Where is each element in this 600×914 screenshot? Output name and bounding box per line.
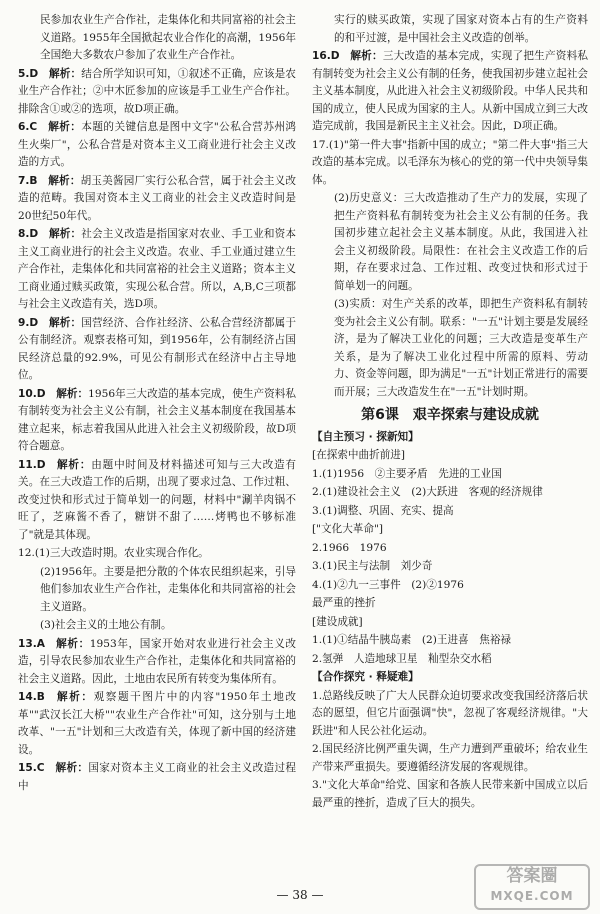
question-number: 8.D [18, 228, 39, 240]
answer-paragraph [18, 173, 296, 226]
answer-text: 社会主义改造是指国家对农业、手工业和资本主义工商业进行的社会主义改造。农业、手工业通过建立生产合作社，走集体化和共同富裕的社会主义道路；资本主义工商业通过赎买政策，实现公私合营。所以，A,B,C三项都与社会主义改造有关，选D项。 [18, 228, 297, 310]
subsection-achievements: [建设成就] [312, 615, 363, 628]
preview-answer-line: 2.1966 1976 [312, 541, 387, 554]
answer-paragraph [18, 617, 296, 635]
analysis-label: 解析： [55, 762, 89, 774]
preview-items-3 [312, 632, 588, 668]
answer-paragraph [18, 119, 296, 172]
answer-text: 国营经济、合作社经济、公私合营经济都属于公有制经济。观察表格可知，到1956年，公有制经济占国民经济总量的92.9%，可见公有制形式在经济中占主导地位。 [18, 316, 297, 381]
answer-paragraph [312, 741, 588, 776]
answer-text: 观察题干图片中的内容"1950年土地改革""武汉长江大桥""农业生产合作社"可知，这分别与土地改革、"一五"计划和三大改造有关，体现了新中国的经济建设。 [18, 691, 297, 756]
question-number: 16.D [312, 50, 340, 62]
answer-text: 12.(1)三大改造时期。农业实现合作化。 [18, 547, 209, 559]
question-number: 15.C [18, 762, 45, 774]
answer-paragraph [312, 48, 588, 136]
answer-paragraph [18, 66, 296, 119]
analysis-label: 解析： [55, 637, 90, 650]
answer-text: 1.总路线反映了广大人民群众迫切要求改变我国经济落后状态的愿望，但它片面强调"快"，忽视了客观经济规律。"大跃进"和人民公社化运动。 [312, 689, 588, 737]
answer-text: 国家对资本主义工商业的社会主义改造过程中 [18, 762, 297, 792]
answer-text: 3."文化大革命"给党、国家和各族人民带来新中国成立以后最严重的挫折，造成了巨大的损失。 [312, 779, 588, 809]
answer-paragraph [18, 760, 296, 795]
answer-paragraph [18, 226, 296, 314]
answer-paragraph [18, 457, 296, 545]
preview-answer-line: 2.(1)建设社会主义 (2)大跃进 客观的经济规律 [312, 486, 543, 498]
analysis-label: 解析： [55, 691, 94, 703]
answer-paragraph [18, 545, 296, 563]
analysis-label: 解析： [56, 458, 92, 471]
answer-text: 本题的关键信息是图中文字"公私合营苏州鸿生火柴厂"，公私合营是对资本主义工商业进行社会主义改造的方式。 [18, 121, 297, 168]
answer-text: (3)社会主义的土地公有制。 [40, 619, 172, 631]
answer-text: (3)实质：对生产关系的改革，即把生产资料私有制转变为社会主义公有制。联系："一五"计划主要是发展经济，是为了解决工业化的问题；三大改造是变革生产关系，是为了解决工业化过程中所需的原料、劳动力、资金等问题，即为满足"一五"计划正常进行的需要而开展；三大改造发生在"一五"计划时期。 [334, 298, 588, 398]
question-number: 5.D [18, 67, 39, 80]
answer-continuation [312, 12, 588, 401]
answer-text: (2)1956年。主要是把分散的个体农民组织起来，引导他们参加农业生产合作社，走集体化和共同富裕的社会主义道路。 [40, 565, 296, 613]
answer-text: (2)历史意义：三大改造推动了生产力的发展，实现了把生产资料私有制转变为社会主义公有制的任务。我国初步建立起社会主义基本制度。从此，我国进入社会主义初级阶段。局限性：在社会主义改造工作的后期，存在要求过急、工作过粗、改变过快和形式过于简单划一的问题。 [334, 192, 588, 292]
answer-text: 由题中时间及材料描述可知与三大改造有关。在三大改造工作的后期，出现了要求过急、工作过粗、改变过快和形式过于简单划一的问题，材料中"涮羊肉锅不旺了，芝麻酱不香了，糖饼不甜了……烤鸭也不够标准了"就是其体现。 [18, 458, 297, 541]
preview-items-1 [312, 466, 588, 521]
preview-answer-line: 1.(1)1956 ②主要矛盾 先进的工业国 [312, 467, 502, 480]
question-number: 6.C [18, 121, 38, 133]
question-number: 11.D [18, 458, 46, 471]
analysis-label: 解析： [48, 316, 82, 329]
cooperation-answers [312, 688, 588, 813]
analysis-label: 解析： [47, 121, 82, 133]
answer-paragraph [312, 296, 588, 401]
analysis-label: 解析： [56, 387, 89, 400]
answer-text: 结合所学知识可知，①叙述不正确，应该是农业生产合作社；②中木匠参加的应该是手工业生产合作社。排除含①或②的选项，故D项正确。 [18, 67, 297, 115]
answer-paragraph [18, 12, 296, 65]
answer-text: 实行的赎买政策，实现了国家对资本占有的生产资料的和平过渡，是中国社会主义改造的创举。 [334, 14, 588, 44]
left-column [18, 12, 296, 796]
answer-paragraph [18, 564, 296, 617]
answer-text: 1953年，国家开始对农业进行社会主义改造，引导农民参加农业生产合作社，走集体化和共同富裕的社会主义道路。因此，土地由农民所有转变为集体所有。 [18, 637, 296, 685]
answer-paragraph [18, 636, 296, 689]
answer-text: 胡玉美酱园厂实行公私合营，属于社会主义改造的范畴。我国对资本主义工商业的社会主义改造时间是20世纪50年代。 [18, 174, 297, 222]
answer-paragraph [312, 688, 588, 741]
answer-paragraph [312, 12, 588, 47]
subsection-cultural-revolution: ["文化大革命"] [312, 523, 383, 535]
section-preview-heading: 【自主预习 · 探新知】 [312, 430, 419, 443]
answer-text: 2.国民经济比例严重失调，生产力遭到严重破坏；给农业生产带来严重损失。要遵循经济发展的客观规律。 [312, 743, 588, 773]
answer-paragraph [312, 777, 588, 812]
analysis-label: 解析： [48, 228, 82, 240]
answer-paragraph [18, 386, 296, 456]
watermark-logo: 答案圈 MXQE.COM [474, 864, 590, 910]
preview-items-2 [312, 540, 588, 613]
analysis-label: 解析： [48, 67, 82, 80]
answer-paragraph [18, 315, 296, 385]
preview-answer-line: 3.(1)民主与法制 刘少奇 [312, 560, 433, 572]
question-number: 9.D [18, 316, 39, 329]
answer-paragraph [312, 137, 588, 190]
subsection-explore: [在探索中曲折前进] [312, 449, 406, 461]
question-number: 10.D [18, 387, 46, 400]
section-cooperation-heading: 【合作探究 · 释疑难】 [312, 671, 419, 683]
question-number: 14.B [18, 691, 45, 703]
preview-answer-line: 3.(1)调整、巩固、充实、提高 [312, 504, 454, 517]
answer-text: 三大改造的基本完成，实现了把生产资料私有制转变为社会主义公有制的任务，使我国初步建立起社会主义基本制度，从此进入社会主义初级阶段。中华人民共和国的成立，使人民成为国家的主人。从新中国成立到三大改造完成前，我国是新民主主义社会。因此，D项正确。 [312, 50, 589, 132]
lesson-title: 第6课 艰辛探索与建设成就 [361, 407, 539, 423]
right-column [312, 12, 588, 813]
answer-text: 17.(1)"第一件大事"指新中国的成立；"第二件大事"指三大改造的基本完成。以毛泽东为核心的党的第一代中央领导集体。 [312, 138, 588, 186]
preview-answer-line: 1.(1)①结晶牛胰岛素 (2)王进喜 焦裕禄 [312, 634, 512, 646]
preview-answer-line: 4.(1)②九一三事件 (2)②1976 [312, 578, 464, 591]
answer-paragraph [312, 190, 588, 295]
analysis-label: 解析： [350, 50, 383, 62]
analysis-label: 解析： [48, 174, 81, 187]
answer-text: 民参加农业生产合作社，走集体化和共同富裕的社会主义道路。1955年全国掀起农业合作化的高潮，1956年全国绝大多数农户参加了农业生产合作社。 [40, 14, 296, 61]
preview-answer-line: 最严重的挫折 [312, 597, 376, 609]
preview-answer-line: 2.氢弹 人造地球卫星 籼型杂交水稻 [312, 652, 492, 665]
answer-paragraph [18, 689, 296, 759]
question-number: 13.A [18, 637, 45, 650]
answer-text: 1956年三大改造的基本完成，使生产资料私有制转变为社会主义公有制，社会主义基本制度在我国基本建立起来，标志着我国从此进入社会主义初级阶段，故D项符合题意。 [18, 387, 297, 452]
page-number: — 38 — [276, 888, 324, 902]
question-number: 7.B [18, 174, 38, 187]
